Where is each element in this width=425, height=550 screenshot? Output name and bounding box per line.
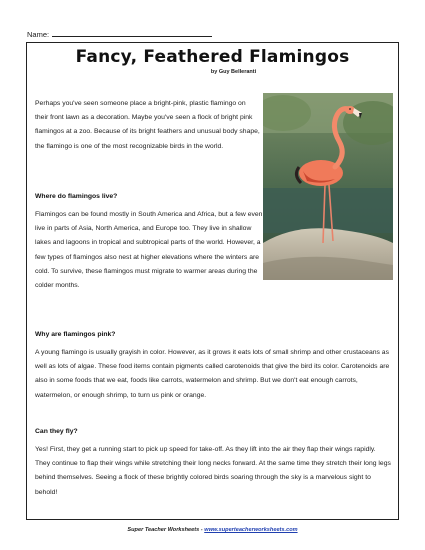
section-heading-why-pink: Why are flamingos pink? [35, 331, 116, 338]
section-body-why-pink: A young flamingo is usually grayish in color. However, as it grows it eats lots of small shrimp and other crustaceans as well as lots of algae. These food items contain pigments called carotenoids that give the bird its color. Carotenoids are also in some foods that we eat, foods like carrots, watermelon and shrimp. But we don't eat enough carrots, watermelon, or enough shrimp, to turn us pink or orange. [35, 349, 390, 399]
name-row [27, 29, 212, 39]
flamingo-photo [263, 93, 393, 280]
section-heading-where: Where do flamingos live? [35, 193, 118, 200]
worksheet-title: Fancy, Feathered Flamingos [75, 47, 350, 67]
section-body-fly: Yes! First, they get a running start to pick up speed for take-off. As they lift into the air they flap their wings rapidly. They continue to flap their wings while stretching their long necks forward. At the same time they stretch their long legs behind themselves. Seeing a flock of these brightly colored birds soaring through the sky is a marvelous sight to behold! [35, 446, 391, 496]
name-label: Name: [27, 30, 50, 39]
intro-paragraph: Perhaps you've seen someone place a bright-pink, plastic flamingo on their front lawn as a decoration. Maybe you've seen a flock of bright pink flamingos at a zoo. Because of its bright feathers and unusual body shape, the flamingo is one of the most recognizable birds in the world. [35, 100, 260, 150]
section-heading-fly: Can they fly? [35, 428, 78, 435]
name-blank-line[interactable] [52, 29, 212, 37]
footer [0, 527, 425, 533]
footer-brand: Super Teacher Worksheets [127, 527, 200, 533]
footer-separator: - [199, 527, 205, 533]
footer-link[interactable]: www.superteacherworksheets.com [204, 527, 298, 533]
flamingo-illustration [263, 93, 393, 280]
author-byline: by Guy Belleranti [210, 69, 257, 75]
section-body-where: Flamingos can be found mostly in South America and Africa, but a few even live in parts of Asia, North America, and Europe too. They live in shallow lakes and lagoons in tropical and subtropical parts of the world. However, a few types of flamingos also nest at higher elevations where the winters are cold. To survive, these flamingos must migrate to warmer areas during the colder months. [35, 211, 263, 290]
